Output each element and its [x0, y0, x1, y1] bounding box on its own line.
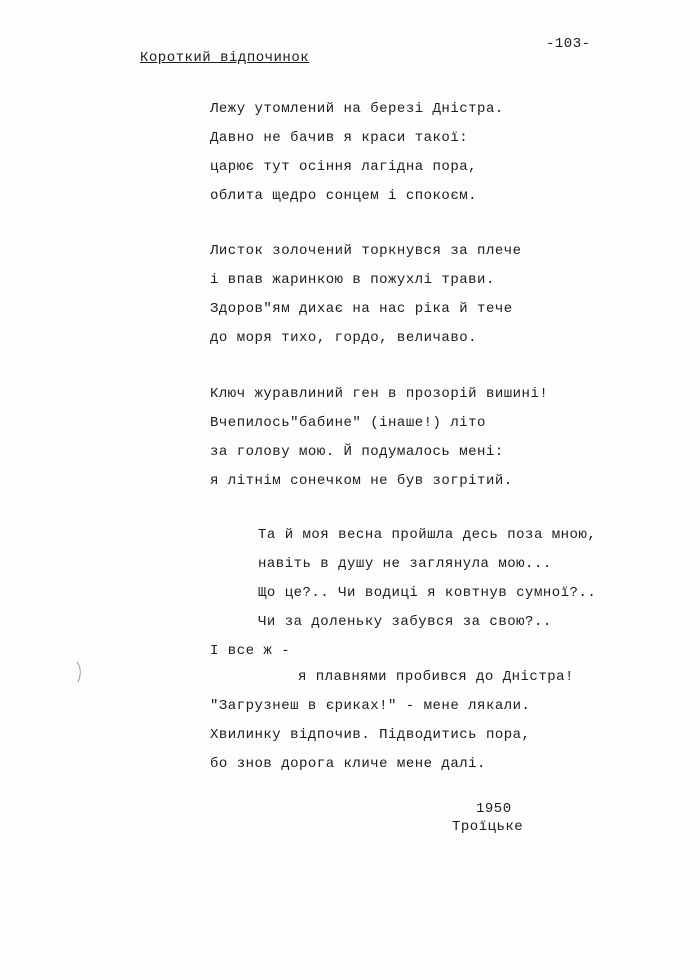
- signature-place: Троїцьке: [452, 819, 524, 835]
- poem-line: Вчепилось"бабине" (інаше!) літо: [210, 415, 486, 431]
- poem-line: Та й моя весна пройшла десь поза мною,: [258, 527, 597, 543]
- poem-line: облита щедро сонцем і спокоєм.: [210, 188, 478, 204]
- margin-mark-icon: [75, 660, 85, 684]
- poem-line: до моря тихо, гордо, величаво.: [210, 330, 478, 346]
- poem-title: Короткий відпочинок: [140, 50, 310, 66]
- poem-line: я плавнями пробився до Дністра!: [298, 669, 574, 685]
- poem-line: Чи за доленьку забувся за свою?..: [258, 614, 552, 630]
- poem-line: Давно не бачив я краси такої:: [210, 130, 469, 146]
- poem-line: Листок золочений торкнувся за плече: [210, 243, 522, 259]
- signature-year: 1950: [476, 801, 512, 817]
- page-number: -103-: [546, 36, 591, 52]
- poem-line: "Загрузнеш в єриках!" - мене лякали.: [210, 698, 531, 714]
- poem-line: я літнім сонечком не був зогрітий.: [210, 473, 513, 489]
- poem-line: і впав жаринкою в пожухлі трави.: [210, 272, 495, 288]
- poem-line: царює тут осіння лагідна пора,: [210, 159, 478, 175]
- poem-line: Ключ журавлиний ген в прозорій вишині!: [210, 386, 549, 402]
- poem-line: за голову мою. Й подумалось мені:: [210, 444, 504, 460]
- poem-line: бо знов дорога кличе мене далі.: [210, 756, 486, 772]
- poem-line: Здоров"ям дихає на нас ріка й тече: [210, 301, 513, 317]
- poem-line: навіть в душу не заглянула мою...: [258, 556, 552, 572]
- poem-line: Що це?.. Чи водиці я ковтнув сумної?..: [258, 585, 597, 601]
- poem-line: І все ж -: [210, 643, 291, 659]
- poem-line: Лежу утомлений на березі Дністра.: [210, 101, 504, 117]
- poem-line: Хвилинку відпочив. Підводитись пора,: [210, 727, 531, 743]
